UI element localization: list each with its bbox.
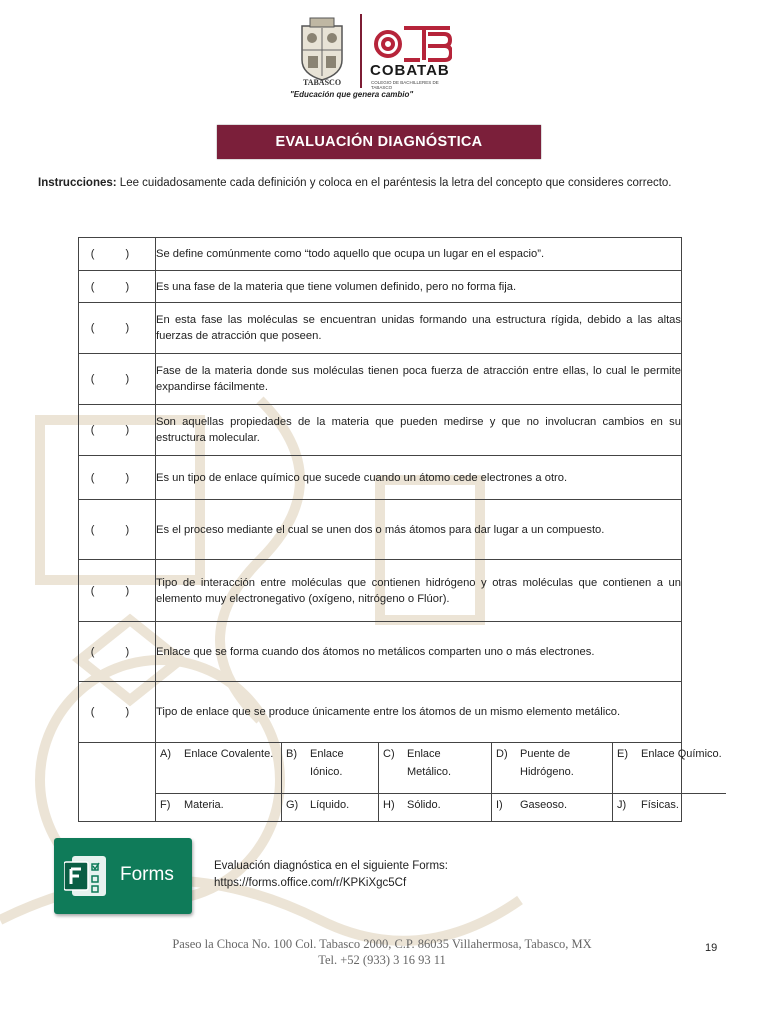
footer-address: Paseo la Choca No. 100 Col. Tabasco 2000, C.P. 86035 Villahermosa, Tabasco, MX — [172, 937, 592, 951]
option-text: Enlace Iónico. — [310, 748, 344, 778]
option-letter: E) — [617, 748, 628, 760]
definition-text: Es un tipo de enlace químico que sucede cuando un átomo cede electrones a otro. — [156, 456, 682, 500]
option-letter: B) — [286, 748, 297, 760]
page-footer — [60, 936, 704, 968]
question-row — [79, 456, 682, 500]
definition-text: Son aquellas propiedades de la materia que pueden medirse y que no involucran cambios en su estructura molecular. — [156, 405, 682, 456]
option-letter: A) — [160, 748, 171, 760]
concept-option — [282, 793, 379, 821]
option-text: Físicas. — [641, 798, 679, 811]
forms-tile[interactable] — [54, 838, 192, 914]
concept-option — [492, 743, 613, 793]
footer-phone: Tel. +52 (933) 3 16 93 11 — [318, 953, 446, 967]
option-letter: G) — [286, 798, 299, 811]
answer-blank[interactable]: ( ) — [79, 271, 156, 303]
question-row — [79, 238, 682, 271]
question-row — [79, 560, 682, 622]
answer-blank[interactable]: ( ) — [79, 622, 156, 682]
concept-option — [613, 793, 727, 821]
option-text: Enlace Químico. — [641, 748, 722, 760]
answer-blank[interactable]: ( ) — [79, 238, 156, 271]
option-text: Enlace Covalente. — [184, 748, 274, 760]
answer-blank[interactable]: ( ) — [79, 456, 156, 500]
page-number: 19 — [705, 942, 718, 954]
question-row — [79, 500, 682, 560]
option-letter: I) — [496, 798, 503, 811]
forms-app-name: Forms — [120, 864, 174, 885]
definition-text: Tipo de enlace que se produce únicamente entre los átomos de un mismo elemento metálico. — [156, 682, 682, 743]
concept-option — [282, 743, 379, 793]
concept-option — [613, 743, 727, 793]
brand-subtitle: COLEGIO DE BACHILLERES DE TABASCO — [371, 80, 439, 90]
option-text: Puente de Hidrógeno. — [520, 748, 574, 778]
definition-text: Tipo de interacción entre moléculas que contienen hidrógeno y otras moléculas que contienen a un elemento muy electronegativo (oxígeno, nitrógeno o Flúor). — [156, 560, 682, 622]
definition-text: Enlace que se forma cuando dos átomos no metálicos comparten uno o más electrones. — [156, 622, 682, 682]
option-text: Sólido. — [407, 798, 441, 811]
option-letter: J) — [617, 798, 627, 811]
question-row — [79, 622, 682, 682]
options-table — [156, 743, 726, 821]
option-letter: D) — [496, 748, 508, 760]
question-row — [79, 405, 682, 456]
page-title: EVALUACIÓN DIAGNÓSTICA — [217, 125, 541, 159]
evaluation-table — [78, 237, 722, 822]
definition-text: Fase de la materia donde sus moléculas tienen poca fuerza de atracción entre ellas, lo cual le permite expandirse fácilmente. — [156, 354, 682, 405]
option-letter: C) — [383, 748, 395, 760]
question-row — [79, 354, 682, 405]
option-letter: F) — [160, 798, 171, 811]
definition-text: Es el proceso mediante el cual se unen dos o más átomos para dar lugar a un compuesto. — [156, 500, 682, 560]
answer-blank[interactable]: ( ) — [79, 303, 156, 354]
instructions-label: Instrucciones: — [38, 177, 117, 189]
seal-label: TABASCO — [302, 78, 342, 87]
definition-text: Es una fase de la materia que tiene volumen definido, pero no forma fija. — [156, 271, 682, 303]
question-row — [79, 271, 682, 303]
option-text: Gaseoso. — [520, 798, 568, 811]
slogan: "Educación que genera cambio" — [290, 90, 414, 99]
options-blank-cell — [79, 743, 156, 822]
answer-blank[interactable]: ( ) — [79, 405, 156, 456]
question-row — [79, 303, 682, 354]
page-header — [0, 10, 768, 110]
question-row — [79, 682, 682, 743]
concept-option — [492, 793, 613, 821]
concept-option — [156, 793, 282, 821]
answer-blank[interactable]: ( ) — [79, 500, 156, 560]
header-divider — [360, 14, 362, 88]
instructions — [38, 175, 728, 192]
concept-option — [156, 743, 282, 793]
options-row — [79, 743, 682, 822]
answer-blank[interactable]: ( ) — [79, 682, 156, 743]
definition-text: En esta fase las moléculas se encuentran unidas formando una estructura rígida, debido a las altas fuerzas de atracción que poseen. — [156, 303, 682, 354]
concept-option — [379, 793, 492, 821]
microsoft-forms-icon — [64, 850, 108, 902]
cobatab-logo-icon — [370, 20, 452, 64]
definition-text: Se define comúnmente como “todo aquello que ocupa un lugar en el espacio”. — [156, 238, 682, 271]
option-text: Enlace Metálico. — [407, 748, 452, 778]
option-letter: H) — [383, 798, 395, 811]
forms-link[interactable]: https://forms.office.com/r/KPKiXgc5Cf — [214, 877, 407, 889]
concept-option — [379, 743, 492, 793]
options-cell — [156, 743, 722, 822]
option-text: Líquido. — [310, 798, 350, 811]
answer-blank[interactable]: ( ) — [79, 354, 156, 405]
option-text: Materia. — [184, 798, 224, 811]
instructions-text: Lee cuidadosamente cada definición y coloca en el paréntesis la letra del concepto que consideres correcto. — [116, 177, 672, 189]
forms-caption: Evaluación diagnóstica en el siguiente Forms: — [214, 860, 448, 872]
answer-blank[interactable]: ( ) — [79, 560, 156, 622]
brand-name: COBATAB — [370, 62, 450, 79]
forms-info — [214, 858, 448, 892]
tabasco-seal-icon — [296, 16, 348, 84]
